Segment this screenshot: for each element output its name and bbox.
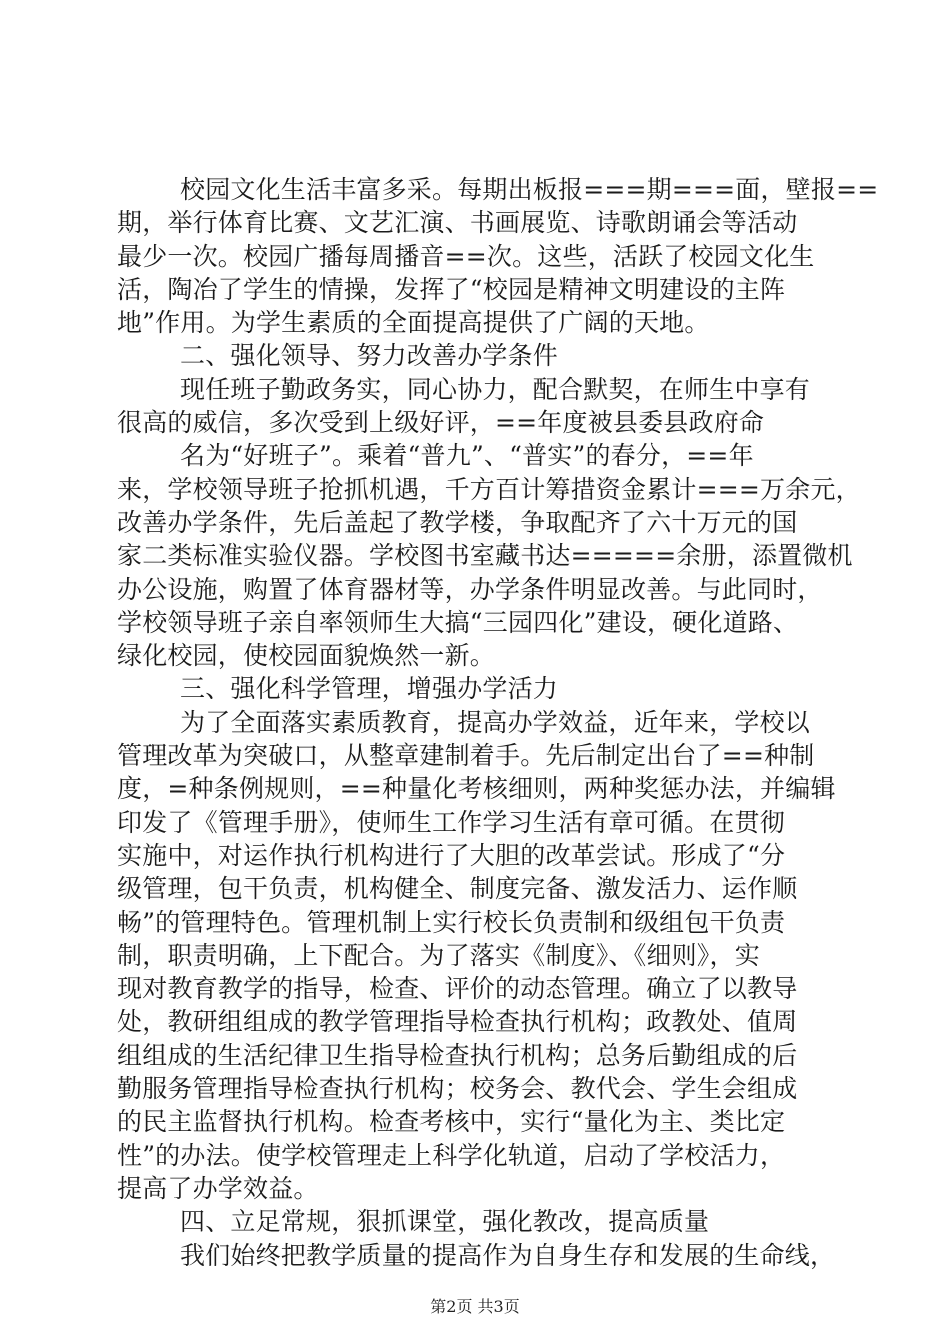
text-line: 的民主监督执行机构。检查考核中，实行“量化为主、类比定 <box>117 1107 786 1137</box>
text-line: 地”作用。为学生素质的全面提高提供了广阔的天地。 <box>117 308 710 338</box>
text-line: 四、立足常规，狠抓课堂，强化教改，提高质量 <box>180 1207 710 1237</box>
text-line: 管理改革为突破口，从整章建制着手。先后制定出台了==种制 <box>117 741 815 771</box>
text-line: 家二类标准实验仪器。学校图书室藏书达=====余册，添置微机 <box>117 541 853 571</box>
text-line: 我们始终把教学质量的提高作为自身生存和发展的生命线， <box>180 1240 836 1270</box>
text-line: 二、强化领导、努力改善办学条件 <box>180 341 559 371</box>
text-line: 期，举行体育比赛、文艺汇演、书画展览、诗歌朗诵会等活动 <box>117 208 798 238</box>
text-line: 印发了《管理手册》，使师生工作学习生活有章可循。在贯彻 <box>117 807 785 837</box>
text-line: 最少一次。校园广播每周播音==次。这些，活跃了校园文化生 <box>117 241 815 271</box>
text-line: 校园文化生活丰富多采。每期出板报===期===面，壁报== <box>180 175 879 204</box>
text-line: 性”的办法。使学校管理走上科学化轨道，启动了学校活力， <box>117 1140 786 1170</box>
text-line: 提高了办学效益。 <box>117 1173 319 1203</box>
text-line: 处，教研组组成的教学管理指导检查执行机构；政教处、值周 <box>117 1007 798 1037</box>
text-line: 实施中，对运作执行机构进行了大胆的改革尝试。形成了“分 <box>117 840 786 870</box>
text-line: 学校领导班子亲自率领师生大搞“三园四化”建设，硬化道路、 <box>117 607 799 637</box>
text-line: 办公设施，购置了体育器材等，办学条件明显改善。与此同时， <box>117 574 823 604</box>
text-line: 勤服务管理指导检查执行机构；校务会、教代会、学生会组成 <box>117 1074 798 1104</box>
text-line: 现对教育教学的指导，检查、评价的动态管理。确立了以教导 <box>117 974 798 1004</box>
text-line: 活，陶冶了学生的情操，发挥了“校园是精神文明建设的主阵 <box>117 274 786 304</box>
text-line: 现任班子勤政务实，同心协力，配合默契，在师生中享有 <box>180 374 811 404</box>
text-line: 畅”的管理特色。管理机制上实行校长负责制和级组包干负责 <box>117 907 786 937</box>
text-line: 很高的威信，多次受到上级好评，==年度被县委县政府命 <box>117 408 765 438</box>
text-line: 为了全面落实素质教育，提高办学效益，近年来，学校以 <box>180 707 811 737</box>
document-body <box>117 173 879 1272</box>
text-line: 制，职责明确，上下配合。为了落实《制度》、《细则》，实 <box>117 940 760 970</box>
text-line: 三、强化科学管理，增强办学活力 <box>180 674 559 704</box>
text-line: 度，=种条例规则，==种量化考核细则，两种奖惩办法，并编辑 <box>117 774 836 804</box>
page-footer: 第2页 共3页 <box>430 1297 520 1316</box>
text-line: 来，学校领导班子抢抓机遇，千方百计筹措资金累计===万余元， <box>117 474 861 504</box>
text-line: 绿化校园，使校园面貌焕然一新。 <box>117 641 496 671</box>
text-line: 级管理，包干负责，机构健全、制度完备、激发活力、运作顺 <box>117 874 798 904</box>
text-line: 名为“好班子”。乘着“普九”、“普实”的春分，==年 <box>180 441 754 471</box>
text-line: 组组成的生活纪律卫生指导检查执行机构；总务后勤组成的后 <box>117 1040 798 1070</box>
text-line: 改善办学条件，先后盖起了教学楼，争取配齐了六十万元的国 <box>117 507 798 537</box>
